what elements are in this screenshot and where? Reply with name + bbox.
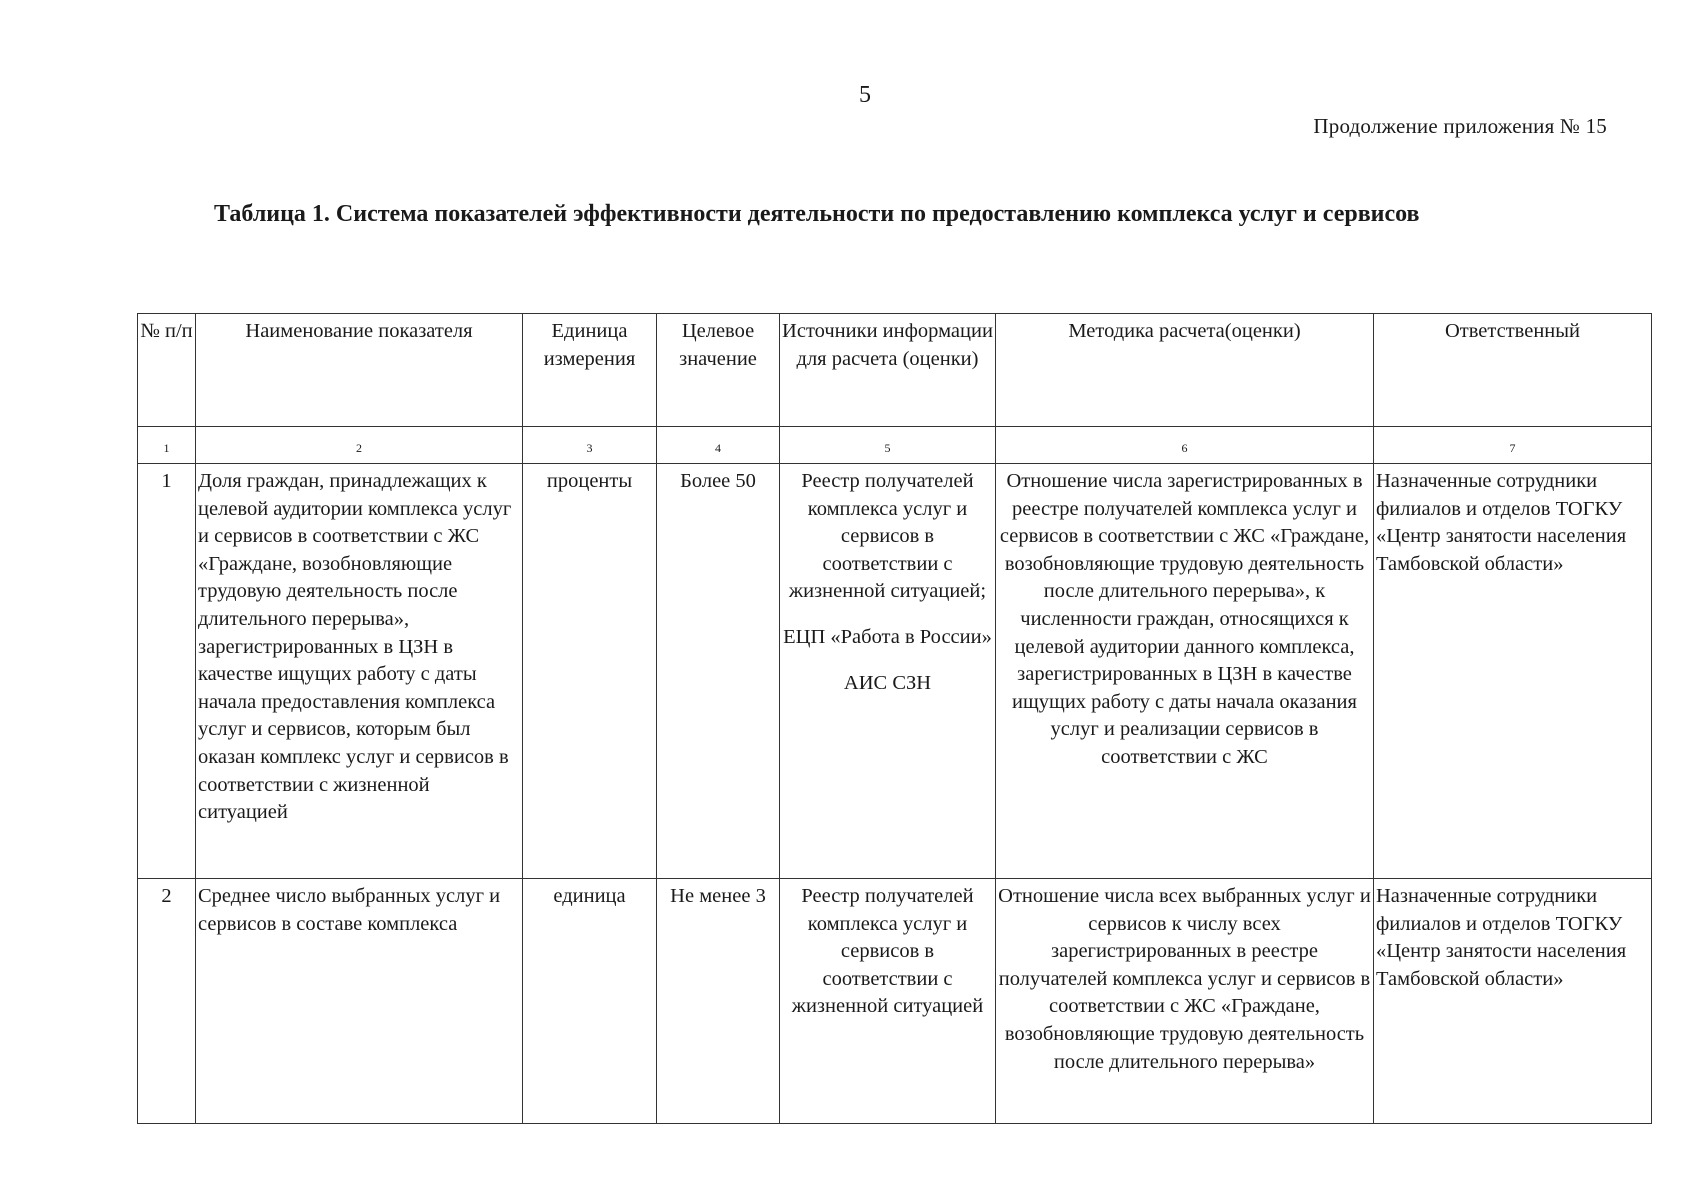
column-number: 4 [657, 427, 780, 464]
column-number: 1 [138, 427, 196, 464]
page-number: 5 [859, 82, 871, 108]
target-cell: Не менее 3 [657, 879, 780, 1124]
source-item: ЕЦП «Работа в России» [783, 625, 992, 648]
column-number: 3 [523, 427, 657, 464]
table-title: Таблица 1. Система показателей эффективности деятельности по предоставлению комплекса услуг и сервисов [214, 201, 1420, 227]
column-number: 7 [1374, 427, 1652, 464]
table-row [138, 464, 1652, 879]
header-responsible: Ответственный [1374, 314, 1652, 427]
source-item: Реестр получателей комплекса услуг и сервисов в соответствии с жизненной ситуацией [791, 885, 984, 1018]
row-num: 2 [138, 879, 196, 1124]
sources-cell [780, 464, 996, 879]
sources-cell [780, 879, 996, 1124]
column-number-row [138, 427, 1652, 464]
source-item: Реестр получателей комплекса услуг и сервисов в соответствии с жизненной ситуацией; [788, 470, 987, 603]
row-num: 1 [138, 464, 196, 879]
method-cell: Отношение числа зарегистрированных в реестре получателей комплекса услуг и сервисов в соответствии с ЖС «Граждане, возобновляющие трудовую деятельность после длительного перерыва», к численности граждан, относящихся к целевой аудитории данного комплекса, зарегистрированных в ЦЗН в качестве ищущих работу с даты начала оказания услуг и реализации сервисов в соответствии с ЖС [996, 464, 1374, 879]
method-cell: Отношение числа всех выбранных услуг и сервисов к числу всех зарегистрированных в реестре получателей комплекса услуг и сервисов в соответствии с ЖС «Граждане, возобновляющие трудовую деятельность после длительного перерыва» [996, 879, 1374, 1124]
header-sources: Источники информации для расчета (оценки) [780, 314, 996, 427]
responsible-cell: Назначенные сотрудники филиалов и отделов ТОГКУ «Центр занятости населения Тамбовской области» [1374, 464, 1652, 879]
source-item: АИС СЗН [843, 671, 932, 694]
appendix-note: Продолжение приложения № 15 [1313, 114, 1607, 138]
column-number: 6 [996, 427, 1374, 464]
header-name: Наименование показателя [196, 314, 523, 427]
table-row [138, 879, 1652, 1124]
unit-cell: проценты [523, 464, 657, 879]
header-target: Целевое значение [657, 314, 780, 427]
indicator-name: Среднее число выбранных услуг и сервисов в составе комплекса [196, 879, 523, 1124]
indicator-name: Доля граждан, принадлежащих к целевой аудитории комплекса услуг и сервисов в соответствии с ЖС «Граждане, возобновляющие трудовую деятельность после длительного перерыва», зарегистрированных в ЦЗН в качестве ищущих работу с даты начала предоставления комплекса услуг и сервисов, которым был оказан комплекс услуг и сервисов в соответствии с жизненной ситуацией [196, 464, 523, 879]
table-header-row [138, 314, 1652, 427]
header-num: № п/п [138, 314, 196, 427]
target-cell: Более 50 [657, 464, 780, 879]
column-number: 2 [196, 427, 523, 464]
indicators-table [137, 313, 1652, 1124]
header-method: Методика расчета(оценки) [996, 314, 1374, 427]
unit-cell: единица [523, 879, 657, 1124]
responsible-cell: Назначенные сотрудники филиалов и отделов ТОГКУ «Центр занятости населения Тамбовской области» [1374, 879, 1652, 1124]
column-number: 5 [780, 427, 996, 464]
header-unit: Единица измерения [523, 314, 657, 427]
